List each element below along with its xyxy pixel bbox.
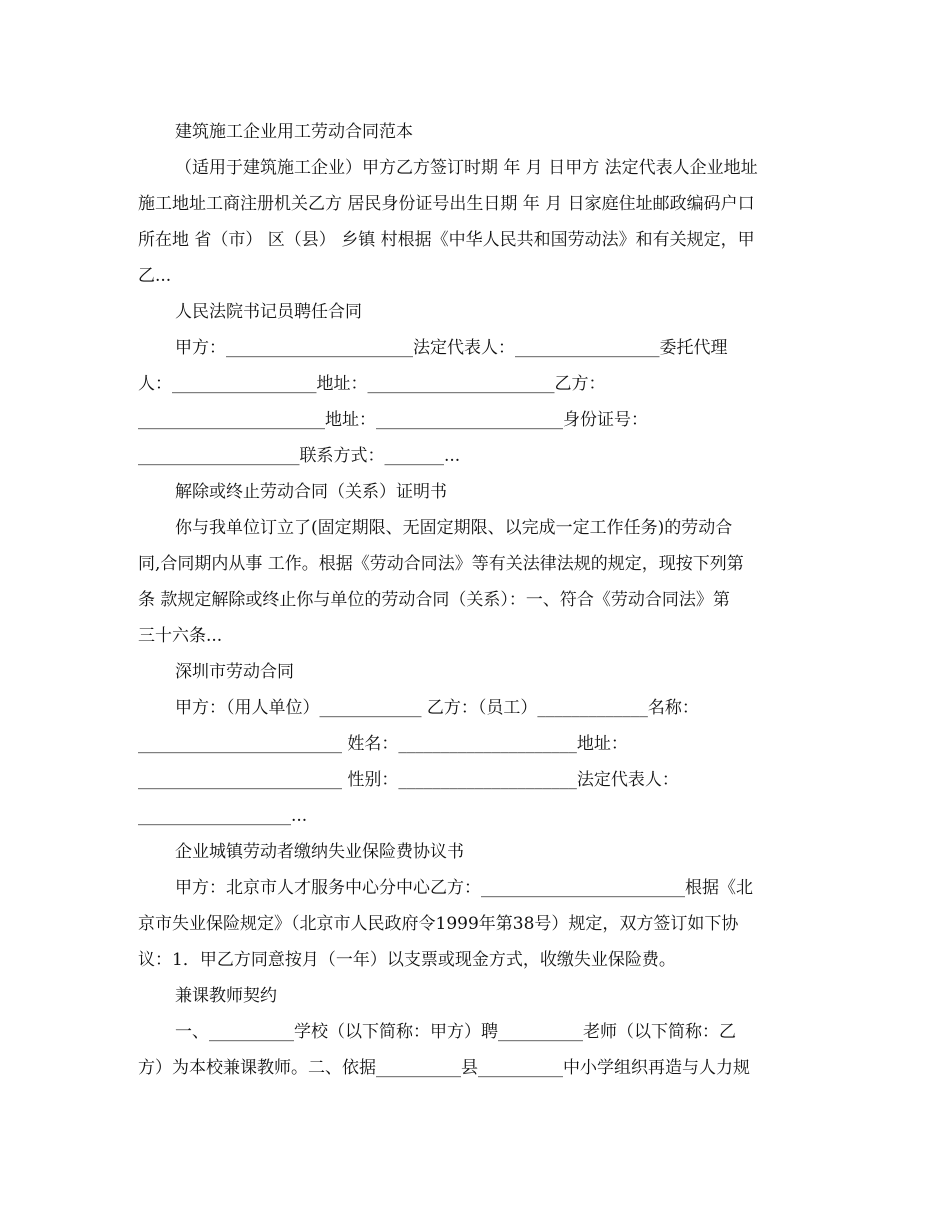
- body-line: 同,合同期内从事 工作。根据《劳动合同法》等有关法律法规的规定，现按下列第: [138, 554, 744, 574]
- document-sections: [138, 114, 813, 1086]
- section-body: [138, 870, 813, 978]
- body-line: 你与我单位订立了(固定期限、无固定期限、以完成一定工作任务)的劳动合: [175, 518, 733, 538]
- body-line: ________________________ 性别：_____________________法定代表人：: [138, 770, 679, 790]
- body-line: 甲方：北京市人才服务中心分中心乙方：________________________根据《北: [175, 878, 753, 898]
- section-unemployment-insurance-agreement: [138, 834, 813, 978]
- body-line: __________________...: [138, 806, 308, 826]
- section-body: [138, 1014, 813, 1086]
- section-court-clerk-contract: [138, 294, 813, 474]
- section-title: 深圳市劳动合同: [175, 662, 294, 682]
- body-line: 议：1．甲乙方同意按月（一年）以支票或现金方式，收缴失业保险费。: [138, 950, 676, 970]
- body-line: 条 款规定解除或终止你与单位的劳动合同（关系）：一、符合《劳动合同法》第: [138, 590, 730, 610]
- body-line: 一、__________学校（以下简称：甲方）聘__________老师（以下简称：乙: [175, 1022, 736, 1042]
- body-line: ________________________ 姓名：_____________________地址：: [138, 734, 628, 754]
- section-body: [138, 690, 813, 834]
- body-line: 甲方：______________________法定代表人：_________________委托代理: [175, 338, 728, 358]
- section-title: 人民法院书记员聘任合同: [175, 302, 362, 322]
- section-title: 解除或终止劳动合同（关系）证明书: [175, 482, 447, 502]
- body-line: ___________________联系方式：_______...: [138, 446, 461, 466]
- section-body: [138, 150, 813, 294]
- body-line: 所在地 省（市） 区（县） 乡镇 村根据《中华人民共和国劳动法》和有关规定，甲: [138, 230, 755, 250]
- body-line: 甲方：（用人单位）____________ 乙方：（员工）_____________名称：: [175, 698, 699, 718]
- body-line: 乙...: [138, 266, 172, 286]
- section-construction-contract: [138, 114, 813, 294]
- section-shenzhen-labor-contract: [138, 654, 813, 834]
- section-part-time-teacher-contract: [138, 978, 813, 1086]
- body-line: 方）为本校兼课教师。二、依据__________县__________中小学组织再造与人力规: [138, 1058, 750, 1078]
- section-body: [138, 330, 813, 474]
- section-body: [138, 510, 813, 654]
- section-title: 企业城镇劳动者缴纳失业保险费协议书: [175, 842, 464, 862]
- body-line: 三十六条...: [138, 626, 223, 646]
- body-line: ______________________地址：______________________身份证号：: [138, 410, 648, 430]
- body-line: 施工地址工商注册机关乙方 居民身份证号出生日期 年 月 日家庭住址邮政编码户口: [138, 194, 755, 214]
- section-title: 兼课教师契约: [175, 986, 277, 1006]
- body-line: 京市失业保险规定》（北京市人民政府令1999年第38号）规定，双方签订如下协: [138, 914, 739, 934]
- section-termination-certificate: [138, 474, 813, 654]
- body-line: （适用于建筑施工企业）甲方乙方签订时期 年 月 日甲方 法定代表人企业地址: [175, 158, 758, 178]
- body-line: 人：_________________地址：______________________乙方：: [138, 374, 606, 394]
- section-title: 建筑施工企业用工劳动合同范本: [175, 122, 413, 142]
